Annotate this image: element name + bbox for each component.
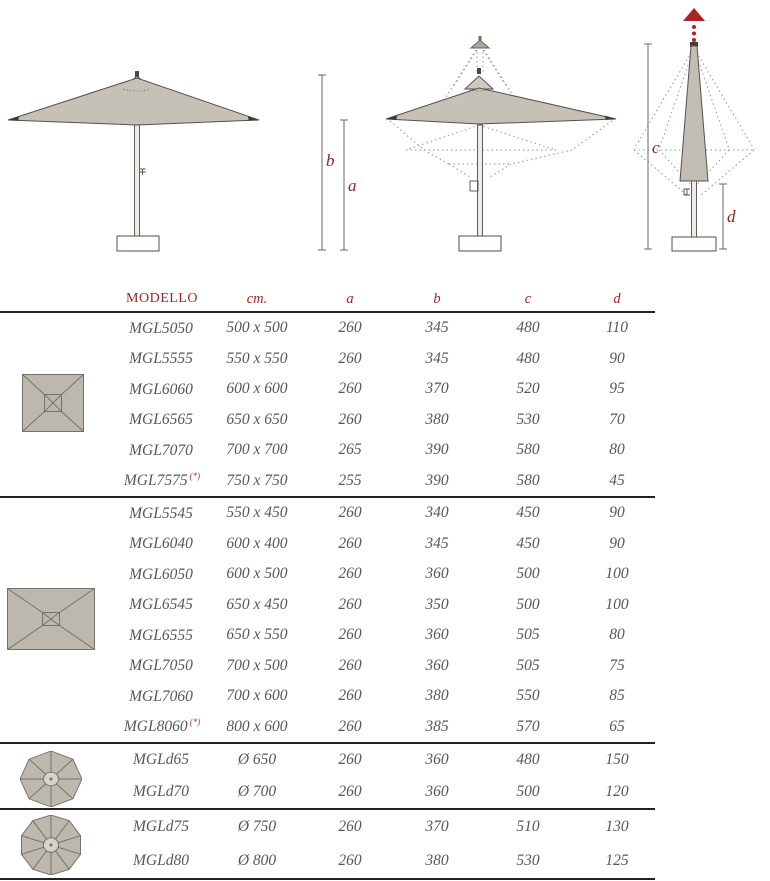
dim-d-value: 80 <box>609 626 625 644</box>
size-cm: Ø 800 <box>237 852 277 869</box>
dim-d-value: 125 <box>605 852 629 869</box>
dim-b-value: 390 <box>425 441 449 459</box>
crank-handle <box>140 169 146 175</box>
dim-d-value: 130 <box>605 818 629 835</box>
col-header-modello: MODELLO <box>126 291 198 306</box>
dim-a-value: 260 <box>338 751 362 768</box>
model-name: MGL6050 <box>129 565 193 583</box>
dim-b-value: 380 <box>425 852 449 869</box>
table-row <box>0 344 655 375</box>
dim-b-value: 370 <box>425 818 449 835</box>
model-name: MGL8060 (*) <box>123 717 201 736</box>
dim-label-b: b <box>326 151 335 170</box>
dim-c-value: 520 <box>516 380 540 398</box>
size-cm: 750 x 750 <box>226 471 288 489</box>
dim-a-value: 260 <box>338 656 362 674</box>
table-header <box>0 287 655 313</box>
dim-d-value: 120 <box>605 783 629 800</box>
dim-d-value: 100 <box>605 565 629 583</box>
size-cm: 650 x 450 <box>226 595 288 613</box>
col-header-a: a <box>346 290 354 307</box>
dim-a-value: 260 <box>338 852 362 869</box>
model-name: MGL7575 (*) <box>123 471 201 490</box>
size-cm: 600 x 600 <box>226 380 288 398</box>
dim-c-value: 580 <box>516 471 540 489</box>
table-row <box>0 844 655 878</box>
decagonal-umbrella-top-icon <box>20 815 82 875</box>
dim-b-value: 390 <box>425 471 449 489</box>
dim-b-value: 360 <box>425 656 449 674</box>
table-group-square <box>0 313 655 498</box>
table-row <box>0 620 655 651</box>
size-cm: 600 x 400 <box>226 534 288 552</box>
table-row <box>0 466 655 497</box>
dim-c-value: 500 <box>516 595 540 613</box>
model-name: MGL5050 <box>129 319 193 337</box>
dim-c-value: 530 <box>516 410 540 428</box>
table-row <box>0 559 655 590</box>
dim-d-value: 90 <box>609 534 625 552</box>
model-name: MGL7070 <box>129 441 193 459</box>
table-row <box>0 776 655 808</box>
table-row <box>0 313 655 344</box>
dim-b-value: 380 <box>425 687 449 705</box>
umbrella-base <box>459 236 501 251</box>
model-name: MGL7060 <box>129 687 193 705</box>
footnote-marker: (*) <box>189 717 201 728</box>
table-row <box>0 810 655 844</box>
model-name: MGL6040 <box>129 535 193 553</box>
dim-b-value: 345 <box>425 534 449 552</box>
dim-d-value: 95 <box>609 380 625 398</box>
size-cm: 500 x 500 <box>226 319 288 337</box>
dim-a-value: 260 <box>338 380 362 398</box>
model-name: MGLd80 <box>133 852 189 870</box>
dim-c-value: 505 <box>516 626 540 644</box>
dim-b-value: 350 <box>425 595 449 613</box>
table-row <box>0 529 655 560</box>
dim-a-value: 260 <box>338 783 362 800</box>
crank-handle <box>470 181 478 191</box>
model-name: MGL7050 <box>129 657 193 675</box>
table-group-rectangle <box>0 498 655 744</box>
size-cm: 600 x 500 <box>226 565 288 583</box>
umbrella-base <box>672 237 716 251</box>
rectangle-umbrella-top-icon <box>7 588 95 650</box>
size-cm: 650 x 650 <box>226 410 288 428</box>
dim-a-value: 260 <box>338 319 362 337</box>
col-header-d: d <box>613 290 621 307</box>
table-row <box>0 405 655 436</box>
dim-b-value: 380 <box>425 410 449 428</box>
dim-d-value: 75 <box>609 656 625 674</box>
dim-b-value: 360 <box>425 565 449 583</box>
model-name: MGL5555 <box>129 350 193 368</box>
model-name: MGL6545 <box>129 596 193 614</box>
dim-c-value: 505 <box>516 656 540 674</box>
lift-dotted-line <box>692 25 696 42</box>
size-cm: Ø 650 <box>237 751 277 768</box>
dim-c-value: 480 <box>516 319 540 337</box>
dim-d-value: 90 <box>609 504 625 522</box>
dim-d-value: 45 <box>609 471 625 489</box>
dim-a-value: 255 <box>338 471 362 489</box>
size-cm: 550 x 550 <box>226 349 288 367</box>
dim-c-value: 530 <box>516 852 540 869</box>
footnote-marker: (*) <box>189 471 201 482</box>
size-cm: 700 x 600 <box>226 687 288 705</box>
col-header-cm: cm. <box>246 290 268 307</box>
dim-c-value: 550 <box>516 687 540 705</box>
dim-label-d: d <box>727 207 736 226</box>
size-cm: Ø 700 <box>237 783 277 800</box>
dim-b-value: 345 <box>425 349 449 367</box>
umbrella-diagrams <box>0 0 770 285</box>
dim-c-value: 450 <box>516 534 540 552</box>
dim-c-value: 480 <box>516 349 540 367</box>
dim-d-value: 150 <box>605 751 629 768</box>
dim-b-value: 360 <box>425 783 449 800</box>
dim-d-value: 100 <box>605 595 629 613</box>
size-cm: 650 x 550 <box>226 626 288 644</box>
dim-b-value: 360 <box>425 626 449 644</box>
dim-label-a: a <box>348 176 357 195</box>
model-name: MGLd75 <box>133 818 189 836</box>
dim-b-value: 340 <box>425 504 449 522</box>
dim-d-value: 85 <box>609 687 625 705</box>
model-name: MGL5545 <box>129 504 193 522</box>
dim-b-value: 360 <box>425 751 449 768</box>
dim-c-value: 570 <box>516 717 540 735</box>
dim-d-value: 90 <box>609 349 625 367</box>
dim-d-value: 70 <box>609 410 625 428</box>
dim-a-value: 260 <box>338 626 362 644</box>
dim-c-value: 580 <box>516 441 540 459</box>
size-cm: 700 x 500 <box>226 656 288 674</box>
dim-d-value: 65 <box>609 717 625 735</box>
table-row <box>0 651 655 682</box>
dim-a-value: 265 <box>338 441 362 459</box>
table-group-decagon <box>0 810 655 880</box>
dim-a-value: 260 <box>338 534 362 552</box>
dim-b-value: 370 <box>425 380 449 398</box>
dim-d-value: 110 <box>605 319 629 337</box>
dim-c-value: 500 <box>516 783 540 800</box>
dim-label-c: c <box>652 138 660 157</box>
dim-c-value: 510 <box>516 818 540 835</box>
table-row <box>0 498 655 529</box>
dim-d-value: 80 <box>609 441 625 459</box>
dim-c-value: 480 <box>516 751 540 768</box>
dim-a-value: 260 <box>338 687 362 705</box>
dim-a-value: 260 <box>338 565 362 583</box>
dim-a-value: 260 <box>338 410 362 428</box>
table-row <box>0 744 655 776</box>
col-header-b: b <box>433 290 441 307</box>
model-name: MGLd65 <box>133 751 189 769</box>
dim-a-value: 260 <box>338 717 362 735</box>
dim-b-value: 345 <box>425 319 449 337</box>
table-row <box>0 435 655 466</box>
size-cm: 800 x 600 <box>226 717 288 735</box>
size-cm: 550 x 450 <box>226 504 288 522</box>
size-cm: 700 x 700 <box>226 441 288 459</box>
dim-a-value: 260 <box>338 349 362 367</box>
crank-handle <box>684 189 690 195</box>
model-name: MGL6060 <box>129 380 193 398</box>
size-cm: Ø 750 <box>237 818 277 835</box>
table-row <box>0 712 655 743</box>
square-umbrella-top-icon <box>22 374 84 432</box>
table-row <box>0 590 655 621</box>
table-group-octagon <box>0 744 655 810</box>
opening-positions-dotted <box>390 121 612 177</box>
model-name: MGLd70 <box>133 783 189 801</box>
lift-arrow-icon <box>683 8 705 21</box>
table-row <box>0 374 655 405</box>
umbrella-opening-diagram <box>386 36 616 251</box>
octagonal-umbrella-top-icon <box>20 751 82 807</box>
model-name: MGL6555 <box>129 626 193 644</box>
dim-b-value: 385 <box>425 717 449 735</box>
dim-a-value: 260 <box>338 818 362 835</box>
dim-c-value: 450 <box>516 504 540 522</box>
spec-table <box>0 287 770 880</box>
model-name: MGL6565 <box>129 411 193 429</box>
dim-c-value: 500 <box>516 565 540 583</box>
umbrella-base <box>117 236 159 251</box>
umbrella-open-diagram <box>8 71 259 251</box>
dim-a-value: 260 <box>338 595 362 613</box>
dim-a-value: 260 <box>338 504 362 522</box>
col-header-c: c <box>524 290 532 307</box>
table-row <box>0 681 655 712</box>
